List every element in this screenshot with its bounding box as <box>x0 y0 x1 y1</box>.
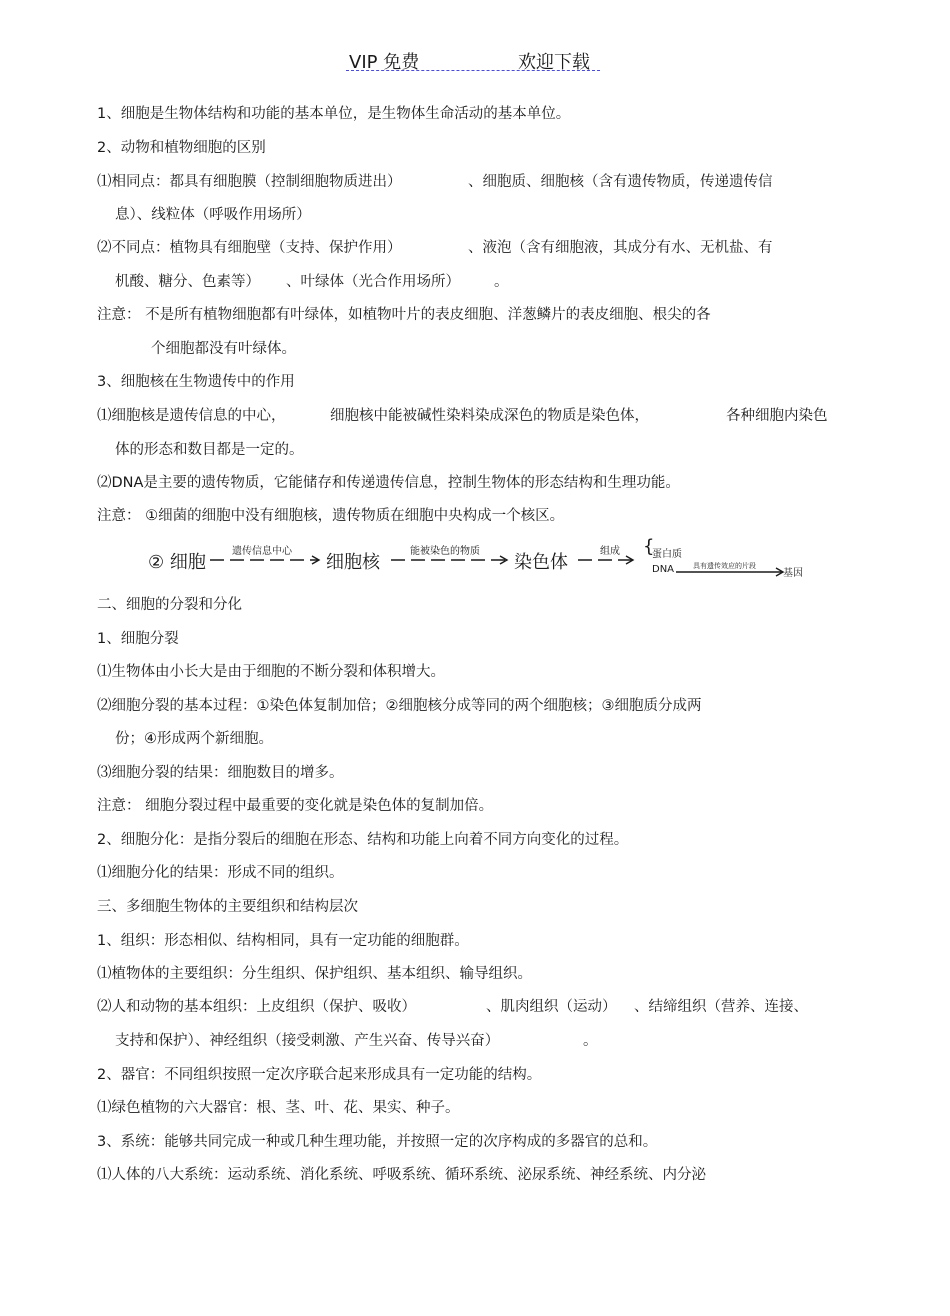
text-line: ⑵DNA是主要的遗传物质，它能储存和传递遗传信息，控制生物体的形态结构和生理功能。 <box>97 475 680 491</box>
text-line: 3、系统：能够共同完成一种或几种生理功能，并按照一定的次序构成的多器官的总和。 <box>97 1134 658 1150</box>
text-line: ⑵人和动物的基本组织：上皮组织（保护、吸收） <box>97 999 416 1015</box>
text-line: ⑶细胞分裂的结果：细胞数目的增多。 <box>97 765 344 781</box>
text-line: 2、器官：不同组织按照一定次序联合起来形成具有一定功能的结构。 <box>97 1067 542 1083</box>
diagram-edge-label: 遗传信息中心 <box>232 546 292 557</box>
header-welcome-text: 欢迎下载 <box>518 52 590 73</box>
text-line: 、细胞质、细胞核（含有遗传物质，传递遗传信 <box>468 174 773 190</box>
text-line: 、液泡（含有细胞液，其成分有水、无机盐、有 <box>468 240 773 256</box>
text-line: 息）、线粒体（呼吸作用场所） <box>115 207 311 223</box>
text-line: 份；④形成两个新细胞。 <box>115 731 273 747</box>
note-line: 注意： 不是所有植物细胞都有叶绿体，如植物叶片的表皮细胞、洋葱鳞片的表皮细胞、根尖的各 <box>97 307 711 323</box>
text-line: 各种细胞内染色 <box>726 408 828 424</box>
diagram-node-gene: 基因 <box>783 568 803 579</box>
diagram-node-cell: ② 细胞 <box>148 552 206 573</box>
note-line: 注意： ①细菌的细胞中没有细胞核，遗传物质在细胞中央构成一个核区。 <box>97 508 565 524</box>
diagram-node-chromosome: 染色体 <box>514 552 568 573</box>
text-line: 体的形态和数目都是一定的。 <box>115 442 304 458</box>
text-line: 2、动物和植物细胞的区别 <box>97 140 266 156</box>
text-line: 1、细胞分裂 <box>97 631 179 647</box>
diagram-edge-label: 具有遗传效应的片段 <box>693 562 756 570</box>
text-line: 机酸、糖分、色素等） <box>115 274 260 290</box>
text-line: ⑵不同点：植物具有细胞壁（支持、保护作用） <box>97 240 402 256</box>
note-line: 注意： 细胞分裂过程中最重要的变化就是染色体的复制加倍。 <box>97 798 494 814</box>
text-line: 、叶绿体（光合作用场所） <box>286 274 460 290</box>
text-line: 细胞核中能被碱性染料染成深色的物质是染色体， <box>330 408 649 424</box>
diagram-edge-label: 组成 <box>600 546 620 557</box>
diagram-node-dna: DNA <box>652 564 675 575</box>
text-line: ⑴细胞核是遗传信息的中心， <box>97 408 286 424</box>
diagram-node-protein: 蛋白质 <box>652 549 682 560</box>
diagram-edge-label: 能被染色的物质 <box>410 546 480 557</box>
header-vip-text: VIP 免费 <box>349 52 420 73</box>
text-line: 1、组织：形态相似、结构相同，具有一定功能的细胞群。 <box>97 933 469 949</box>
text-line: 2、细胞分化：是指分裂后的细胞在形态、结构和功能上向着不同方向变化的过程。 <box>97 832 629 848</box>
text-line: ⑴细胞分化的结果：形成不同的组织。 <box>97 865 344 881</box>
text-line: ⑴植物体的主要组织：分生组织、保护组织、基本组织、输导组织。 <box>97 966 532 982</box>
text-line: ⑴人体的八大系统：运动系统、消化系统、呼吸系统、循环系统、泌尿系统、神经系统、内分泌 <box>97 1167 706 1183</box>
text-line: 个细胞都没有叶绿体。 <box>151 341 296 357</box>
header-dashed-underline <box>346 70 600 71</box>
text-line: ⑴相同点：都具有细胞膜（控制细胞物质进出） <box>97 174 402 190</box>
text-line: 。 <box>494 274 509 290</box>
text-line: 、结缔组织（营养、连接、 <box>634 999 808 1015</box>
diagram-brace: { <box>643 536 655 557</box>
text-line: ⑴绿色植物的六大器官：根、茎、叶、花、果实、种子。 <box>97 1100 460 1116</box>
page-header <box>0 44 950 74</box>
section-heading: 二、细胞的分裂和分化 <box>97 597 242 613</box>
text-line: 支持和保护）、神经组织（接受刺激、产生兴奋、传导兴奋） <box>115 1033 500 1049</box>
text-line: 。 <box>583 1033 598 1049</box>
section-heading: 三、多细胞生物体的主要组织和结构层次 <box>97 899 358 915</box>
diagram-node-nucleus: 细胞核 <box>326 552 380 573</box>
text-line: ⑴生物体由小长大是由于细胞的不断分裂和体积增大。 <box>97 664 445 680</box>
text-line: 1、细胞是生物体结构和功能的基本单位，是生物体生命活动的基本单位。 <box>97 106 571 122</box>
text-line: 、肌肉组织（运动） <box>486 999 617 1015</box>
cell-structure-diagram <box>148 538 828 584</box>
text-line: 3、细胞核在生物遗传中的作用 <box>97 374 295 390</box>
text-line: ⑵细胞分裂的基本过程：①染色体复制加倍；②细胞核分成等同的两个细胞核；③细胞质分成两 <box>97 698 702 714</box>
